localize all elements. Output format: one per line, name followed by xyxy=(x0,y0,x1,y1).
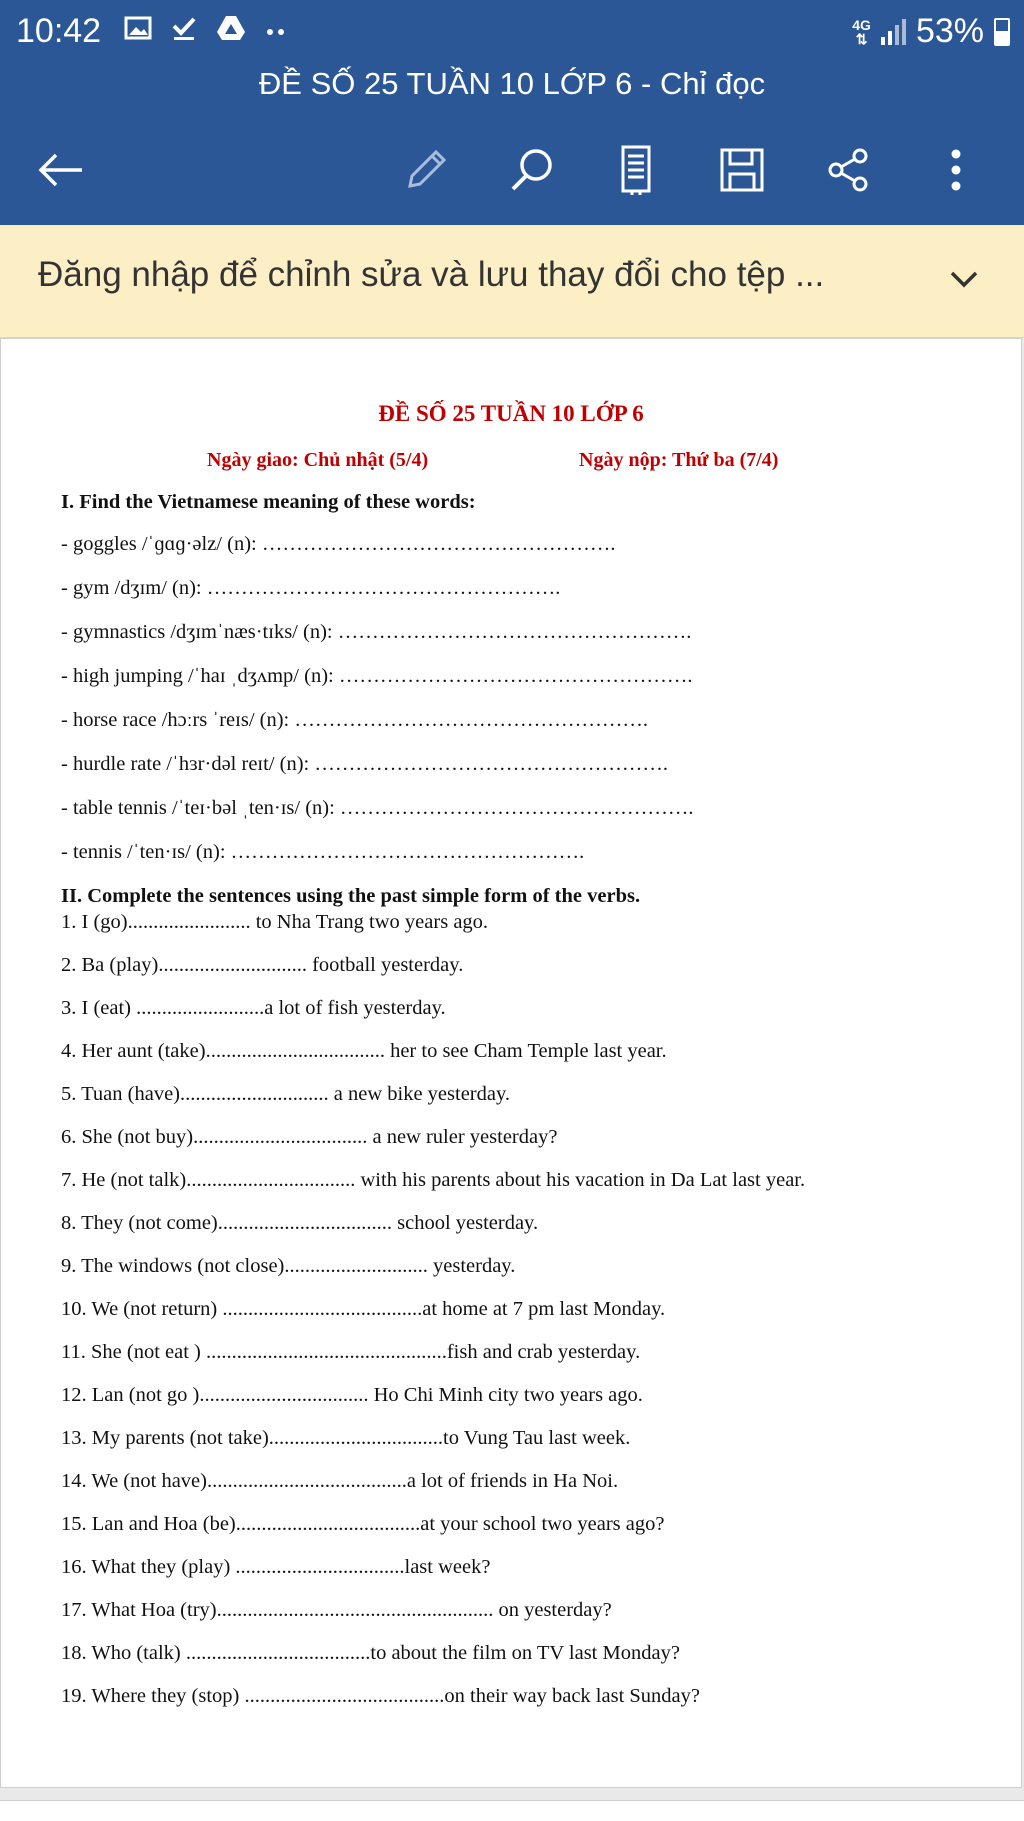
date-given: Ngày giao: Chủ nhật (5/4) xyxy=(207,449,429,471)
vocab-item: - gym /dʒɪm/ (n): ……………………………………………. xyxy=(61,577,561,599)
notification-icons xyxy=(124,14,288,42)
back-button[interactable] xyxy=(30,140,90,200)
vocab-item: - table tennis /ˈteɪ·bəl ˌten·ɪs/ (n): ……………………………………………. xyxy=(61,797,694,819)
back-arrow-icon xyxy=(36,150,84,190)
save-icon xyxy=(718,146,766,194)
vocab-item: - gymnastics /dʒɪmˈnæs·tɪks/ (n): ……………………………………………. xyxy=(61,621,692,643)
more-dots-icon xyxy=(264,14,288,42)
section-2-heading: II. Complete the sentences using the past simple form of the verbs. xyxy=(61,885,641,907)
reading-view-button[interactable] xyxy=(606,140,666,200)
vocab-item: - goggles /ˈɡɑɡ·əlz/ (n): ……………………………………………. xyxy=(61,533,616,555)
exercise-item: 2. Ba (play)............................. football yesterday. xyxy=(61,954,464,976)
toolbar xyxy=(0,130,1024,210)
share-icon xyxy=(824,146,872,194)
exercise-item: 6. She (not buy).................................. a new ruler yesterday? xyxy=(61,1126,558,1148)
exercise-item: 8. They (not come).................................. school yesterday. xyxy=(61,1212,539,1234)
doc-heading: ĐỀ SỐ 25 TUẦN 10 LỚP 6 xyxy=(378,401,644,426)
edit-pencil-icon xyxy=(402,146,450,194)
vocab-item: - horse race /hɔːrs ˈreɪs/ (n): ……………………………………………. xyxy=(61,709,648,731)
banner-text: Đăng nhập để chỉnh sửa và lưu thay đổi cho tệp ... xyxy=(38,255,825,294)
exercise-item: 14. We (not have).......................................a lot of friends in Ha Noi. xyxy=(61,1470,619,1492)
exercise-item: 9. The windows (not close)............................ yesterday. xyxy=(61,1255,516,1277)
chevron-down-icon[interactable] xyxy=(944,259,984,299)
share-button[interactable] xyxy=(818,140,878,200)
exercise-item: 7. He (not talk)................................. with his parents about his vacation in Da Lat last year. xyxy=(61,1169,806,1191)
status-bar xyxy=(0,0,1024,64)
download-done-icon xyxy=(170,14,198,42)
drive-icon xyxy=(216,14,246,42)
exercise-item: 12. Lan (not go )................................. Ho Chi Minh city two years ago. xyxy=(61,1384,643,1406)
more-options-icon xyxy=(946,146,966,194)
vocab-item: - tennis /ˈten·ɪs/ (n): ……………………………………………. xyxy=(61,841,585,863)
exercise-item: 1. I (go)........................ to Nha Trang two years ago. xyxy=(61,911,489,933)
app-header xyxy=(0,0,1024,225)
exercise-item: 18. Who (talk) ....................................to about the film on TV last Monday? xyxy=(61,1642,680,1664)
exercise-item: 3. I (eat) .........................a lot of fish yesterday. xyxy=(61,997,446,1019)
save-button[interactable] xyxy=(712,140,772,200)
sign-in-banner[interactable] xyxy=(0,225,1024,338)
section-1-heading: I. Find the Vietnamese meaning of these words: xyxy=(61,491,476,513)
reading-view-icon xyxy=(618,144,654,196)
exercise-item: 13. My parents (not take)..................................to Vung Tau last week. xyxy=(61,1427,631,1449)
vocab-item: - high jumping /ˈhaɪ ˌdʒʌmp/ (n): ……………………………………………. xyxy=(61,665,693,687)
next-page-edge xyxy=(0,1800,1024,1821)
exercise-item: 10. We (not return) .......................................at home at 7 pm last Monday. xyxy=(61,1298,666,1320)
battery-percent: 53% xyxy=(915,12,984,50)
exercise-item: 17. What Hoa (try)...................................................... on yesterday? xyxy=(61,1599,612,1621)
document-page[interactable] xyxy=(0,338,1022,1788)
vocab-item: - hurdle rate /ˈhɜr·dəl reɪt/ (n): ……………………………………………. xyxy=(61,753,668,775)
exercise-item: 11. She (not eat ) ...............................................fish and crab yesterday. xyxy=(61,1341,641,1363)
document-title-bar: ĐỀ SỐ 25 TUẦN 10 LỚP 6 - Chỉ đọc xyxy=(258,66,766,101)
network-indicator: 4G ⇅ xyxy=(852,16,871,47)
date-due: Ngày nộp: Thứ ba (7/4) xyxy=(579,449,779,471)
exercise-item: 16. What they (play) .................................last week? xyxy=(61,1556,491,1578)
more-options-button[interactable] xyxy=(926,140,986,200)
status-time: 10:42 xyxy=(16,12,102,50)
signal-icon xyxy=(881,19,906,45)
search-button[interactable] xyxy=(502,140,562,200)
battery-icon xyxy=(994,18,1010,46)
edit-button[interactable] xyxy=(396,140,456,200)
exercise-item: 19. Where they (stop) .......................................on their way back last Sunday? xyxy=(61,1685,700,1707)
exercise-item: 5. Tuan (have)............................. a new bike yesterday. xyxy=(61,1083,511,1105)
search-icon xyxy=(507,145,557,195)
exercise-item: 15. Lan and Hoa (be)....................................at your school two years ago? xyxy=(61,1513,665,1535)
exercise-item: 4. Her aunt (take)................................... her to see Cham Temple last year. xyxy=(61,1040,667,1062)
status-right xyxy=(852,12,1010,51)
gallery-icon xyxy=(124,14,152,42)
